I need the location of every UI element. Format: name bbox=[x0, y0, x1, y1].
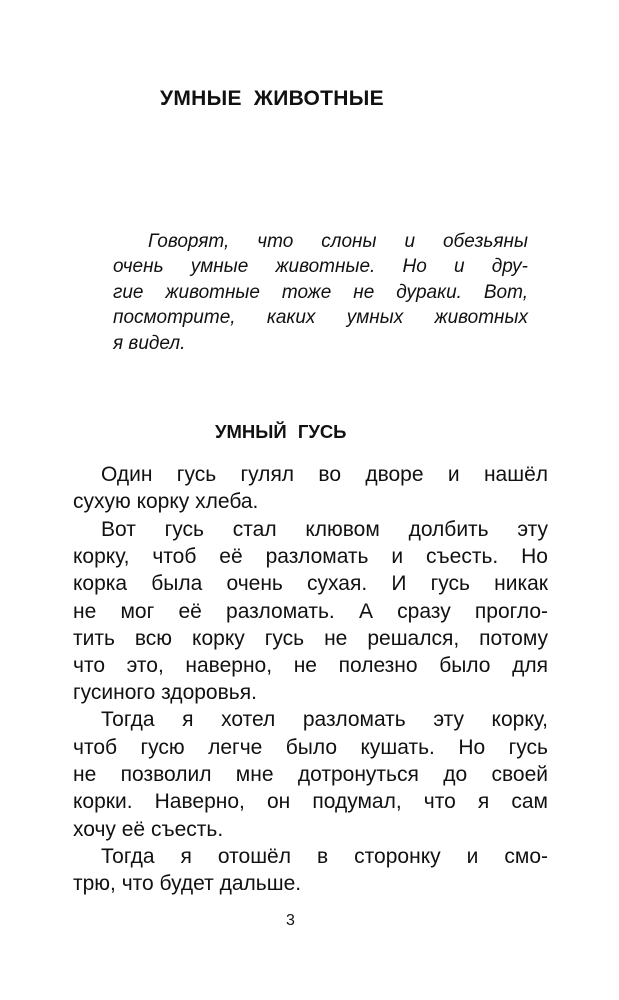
body-line: трю, что будет дальше. bbox=[73, 872, 302, 895]
page-number: 3 bbox=[286, 912, 295, 929]
body-line: гусиного здоровья. bbox=[73, 681, 257, 704]
body-line: корка была очень сухая. И гусь никак bbox=[73, 572, 548, 595]
intro-line: очень умные животные. Но и дру- bbox=[113, 256, 528, 277]
body-line: не мог её разломать. А сразу прогло- bbox=[73, 600, 548, 623]
intro-line: гие животные тоже не дураки. Вот, bbox=[113, 282, 528, 303]
body-line: тить всю корку гусь не решался, потому bbox=[73, 627, 548, 650]
story-title: УМНЫЙ ГУСЬ bbox=[215, 421, 347, 442]
body-line: Тогда я хотел разломать эту корку, bbox=[101, 708, 548, 731]
intro-line: посмотрите, каких умных животных bbox=[113, 307, 528, 328]
body-line: чтоб гусю легче было кушать. Но гусь bbox=[73, 736, 548, 759]
intro-line: я видел. bbox=[113, 333, 186, 354]
body-line: Один гусь гулял во дворе и нашёл bbox=[101, 463, 548, 486]
body-line: хочу её съесть. bbox=[73, 818, 224, 841]
body-line: Тогда я отошёл в сторонку и смо- bbox=[101, 845, 548, 868]
intro-line: Говорят, что слоны и обезьяны bbox=[148, 231, 528, 252]
body-line: Вот гусь стал клювом долбить эту bbox=[101, 518, 548, 541]
body-line: что это, наверно, не полезно было для bbox=[73, 654, 548, 677]
body-line: не позволил мне дотронуться до своей bbox=[73, 763, 548, 786]
body-line: корки. Наверно, он подумал, что я сам bbox=[73, 790, 548, 813]
chapter-title: УМНЫЕ ЖИВОТНЫЕ bbox=[160, 87, 384, 110]
body-line: сухую корку хлеба. bbox=[73, 490, 259, 513]
body-line: корку, чтоб её разломать и съесть. Но bbox=[73, 545, 548, 568]
